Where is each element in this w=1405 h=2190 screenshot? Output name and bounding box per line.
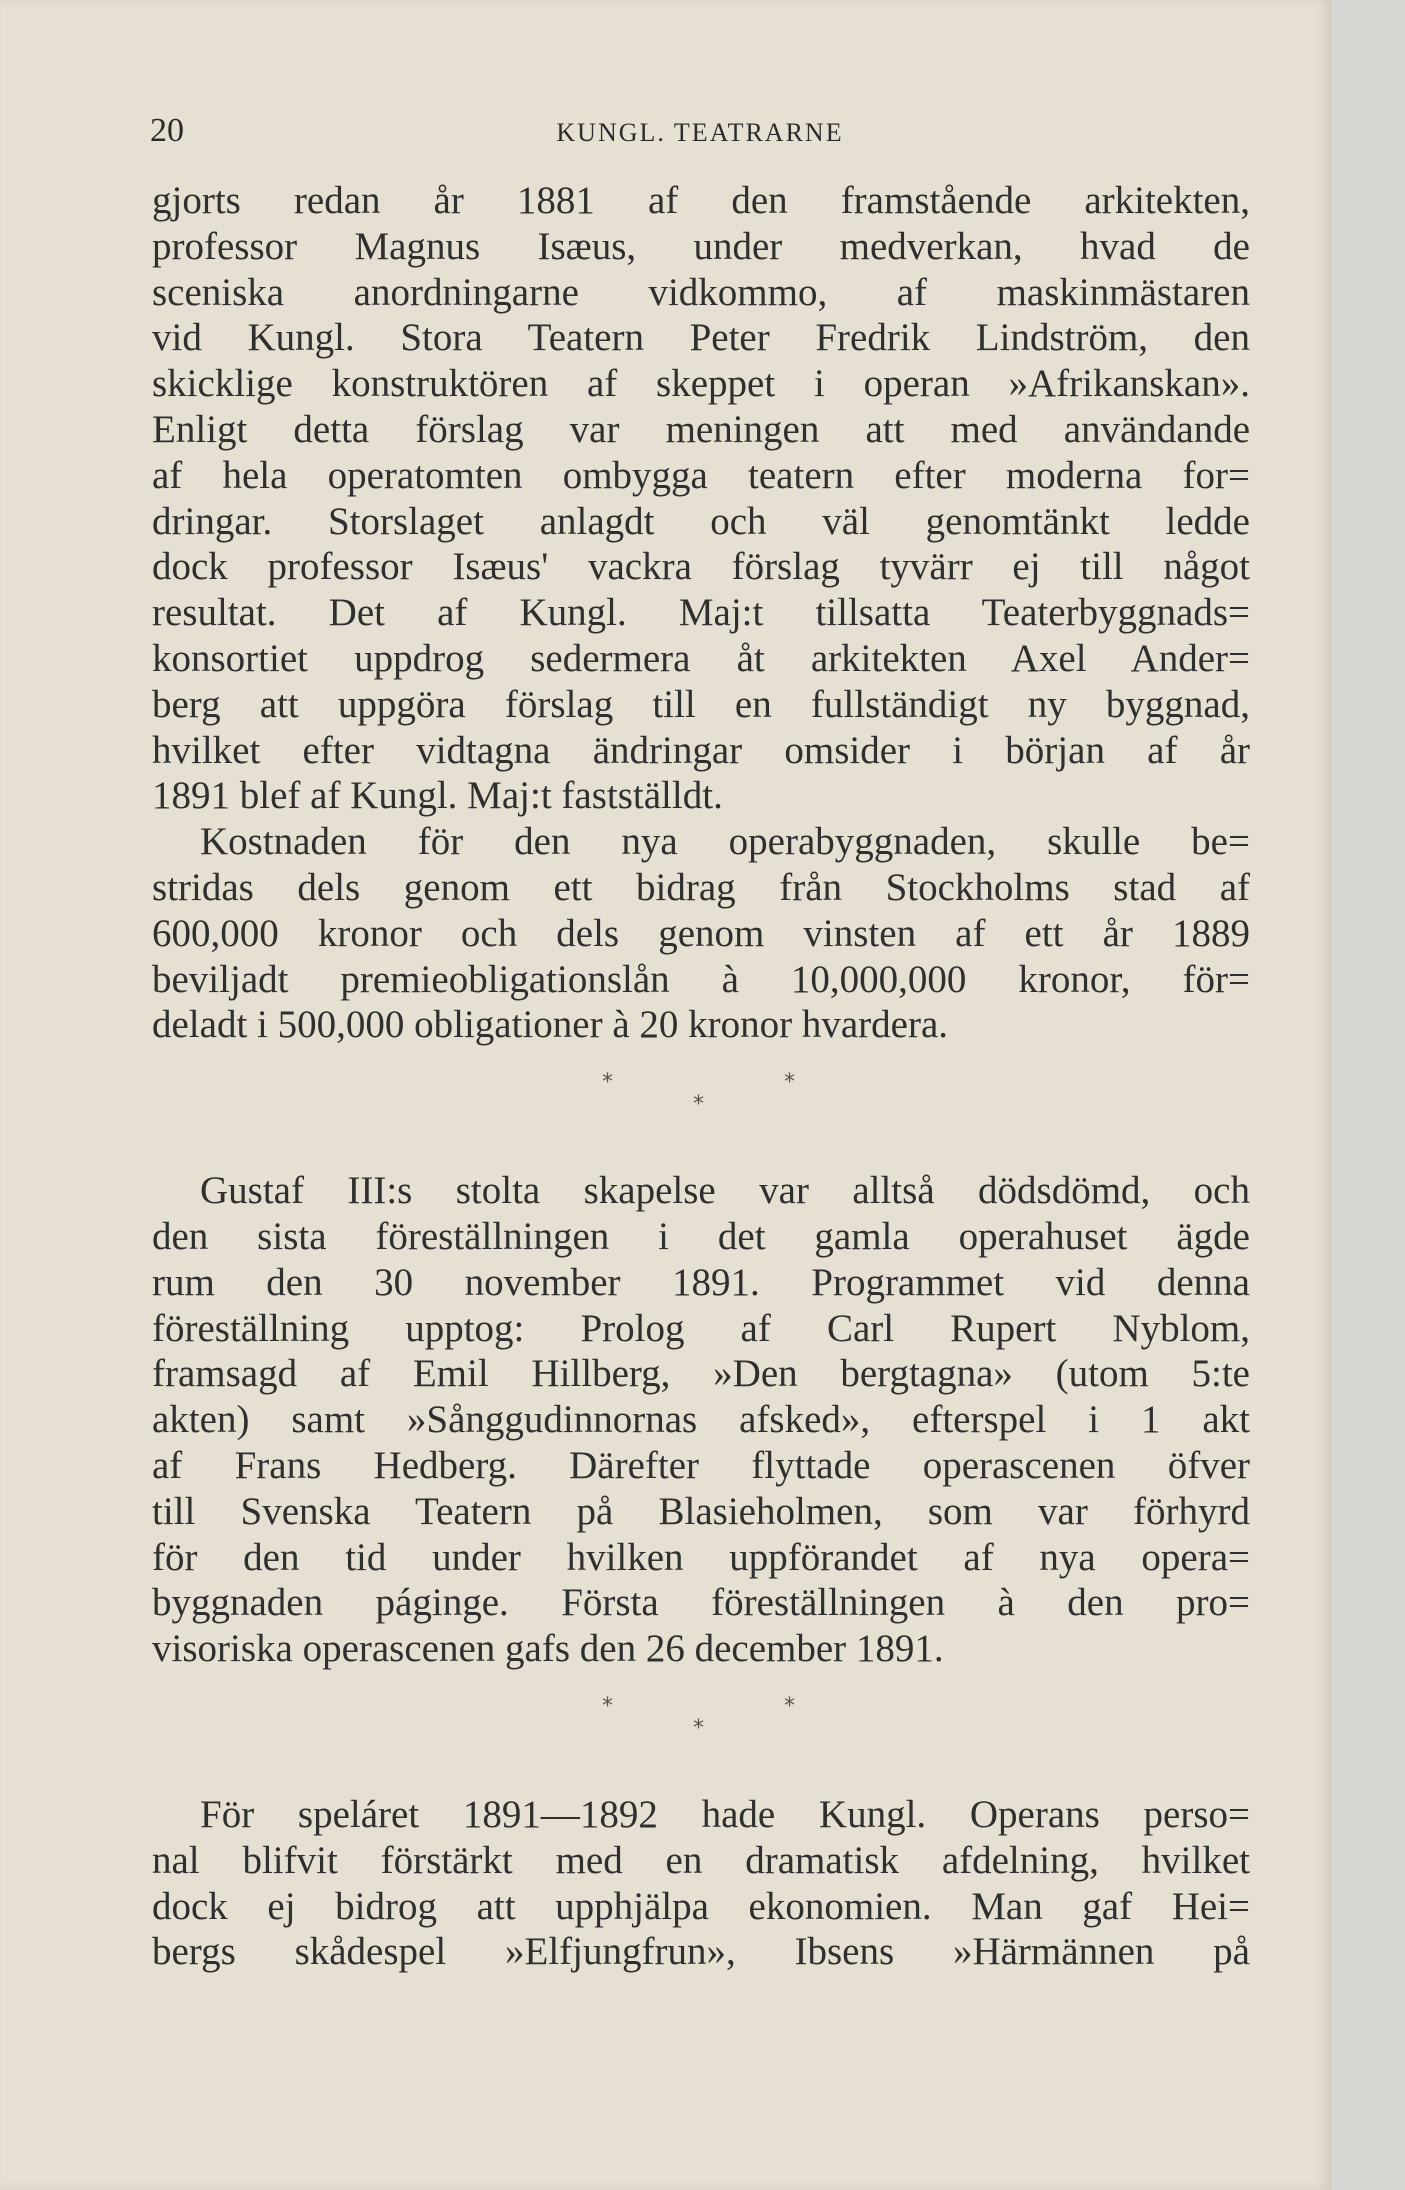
separator-star: * (693, 1715, 704, 1741)
text-line: beviljadt premieobligationslån à 10,000,000 kronor, för= (152, 957, 1250, 1001)
page-gutter (1330, 0, 1405, 2190)
text-line: 1891 blef af Kungl. Maj:t fastställdt. (152, 774, 723, 818)
paragraph-2 (152, 819, 1250, 865)
paragraph-3 (152, 1168, 1250, 1214)
text-line: dock professor Isæus' vackra förslag tyvärr ej till något (152, 545, 1250, 589)
running-head: KUNGL. TEATRARNE (556, 118, 844, 147)
text-line: stridas dels genom ett bidrag från Stockholms stad af (152, 865, 1250, 909)
text-line: Enligt detta förslag var meningen att med användande (152, 407, 1250, 451)
text-line: den sista föreställningen i det gamla operahuset ägde (152, 1214, 1250, 1258)
text-line: framsagd af Emil Hillberg, »Den bergtagna» (utom 5:te (152, 1352, 1250, 1396)
text-line: skicklige konstruktören af skeppet i operan »Afrikanskan». (152, 362, 1250, 406)
paragraph-2-cont (152, 865, 1250, 1048)
text-line: professor Magnus Isæus, under medverkan, hvad de (152, 224, 1250, 268)
separator-star: * (602, 1070, 613, 1096)
page-header (150, 112, 1250, 162)
text-line: vid Kungl. Stora Teatern Peter Fredrik Lindström, den (152, 316, 1250, 360)
text-line: Gustaf III:s stolta skapelse var alltså dödsdömd, och (200, 1169, 1250, 1213)
separator-star: * (693, 1092, 704, 1118)
text-line: till Svenska Teatern på Blasieholmen, som var förhyrd (152, 1489, 1250, 1533)
text-line: Kostnaden för den nya operabyggnaden, skulle be= (200, 820, 1250, 864)
paragraph-4 (152, 1792, 1250, 1838)
text-line: nal blifvit förstärkt med en dramatisk afdelning, hvilket (152, 1838, 1250, 1882)
paragraph-1 (152, 178, 1250, 819)
text-line: akten) samt »Sånggudinnornas afsked», efterspel i 1 akt (152, 1398, 1250, 1442)
text-line: af Frans Hedberg. Därefter flyttade operascenen öfver (152, 1443, 1250, 1487)
separator-star: * (784, 1693, 795, 1719)
page-number: 20 (150, 112, 184, 149)
text-line: byggnaden páginge. Första föreställningen à den pro= (152, 1581, 1250, 1625)
text-line: af hela operatomten ombygga teatern efter moderna for= (152, 453, 1250, 497)
section-separator (152, 1060, 1250, 1168)
text-line: berg att uppgöra förslag till en fullständigt ny byggnad, (152, 682, 1250, 726)
text-line: för den tid under hvilken uppförandet af nya opera= (152, 1535, 1250, 1579)
text-line: dock ej bidrog att upphjälpa ekonomien. Man gaf Hei= (152, 1884, 1250, 1928)
text-line: 600,000 kronor och dels genom vinsten af ett år 1889 (152, 911, 1250, 955)
text-line: deladt i 500,000 obligationer à 20 kronor hvardera. (152, 1003, 949, 1047)
body-text (152, 178, 1250, 1975)
text-line: dringar. Storslaget anlagdt och väl genomtänkt ledde (152, 499, 1250, 543)
text-line: hvilket efter vidtagna ändringar omsider i början af år (152, 728, 1250, 772)
text-line: föreställning upptog: Prolog af Carl Rupert Nyblom, (152, 1306, 1250, 1350)
paragraph-3-cont (152, 1214, 1250, 1672)
text-line: sceniska anordningarne vidkommo, af maskinmästaren (152, 270, 1250, 314)
text-line: bergs skådespel »Elfjungfrun», Ibsens »Härmännen på (152, 1930, 1250, 1974)
text-line: resultat. Det af Kungl. Maj:t tillsatta Teaterbyggnads= (152, 591, 1250, 635)
text-line: För speláret 1891—1892 hade Kungl. Operans perso= (200, 1792, 1250, 1836)
separator-star: * (784, 1070, 795, 1096)
text-line: gjorts redan år 1881 af den framstående arkitekten, (152, 179, 1250, 222)
text-line: visoriska operascenen gafs den 26 december 1891. (152, 1627, 944, 1671)
separator-star: * (602, 1693, 613, 1719)
section-separator (152, 1684, 1250, 1792)
text-line: rum den 30 november 1891. Programmet vid denna (152, 1260, 1250, 1304)
paragraph-4-cont (152, 1838, 1250, 1975)
text-line: konsortiet uppdrog sedermera åt arkitekten Axel Ander= (152, 636, 1250, 680)
